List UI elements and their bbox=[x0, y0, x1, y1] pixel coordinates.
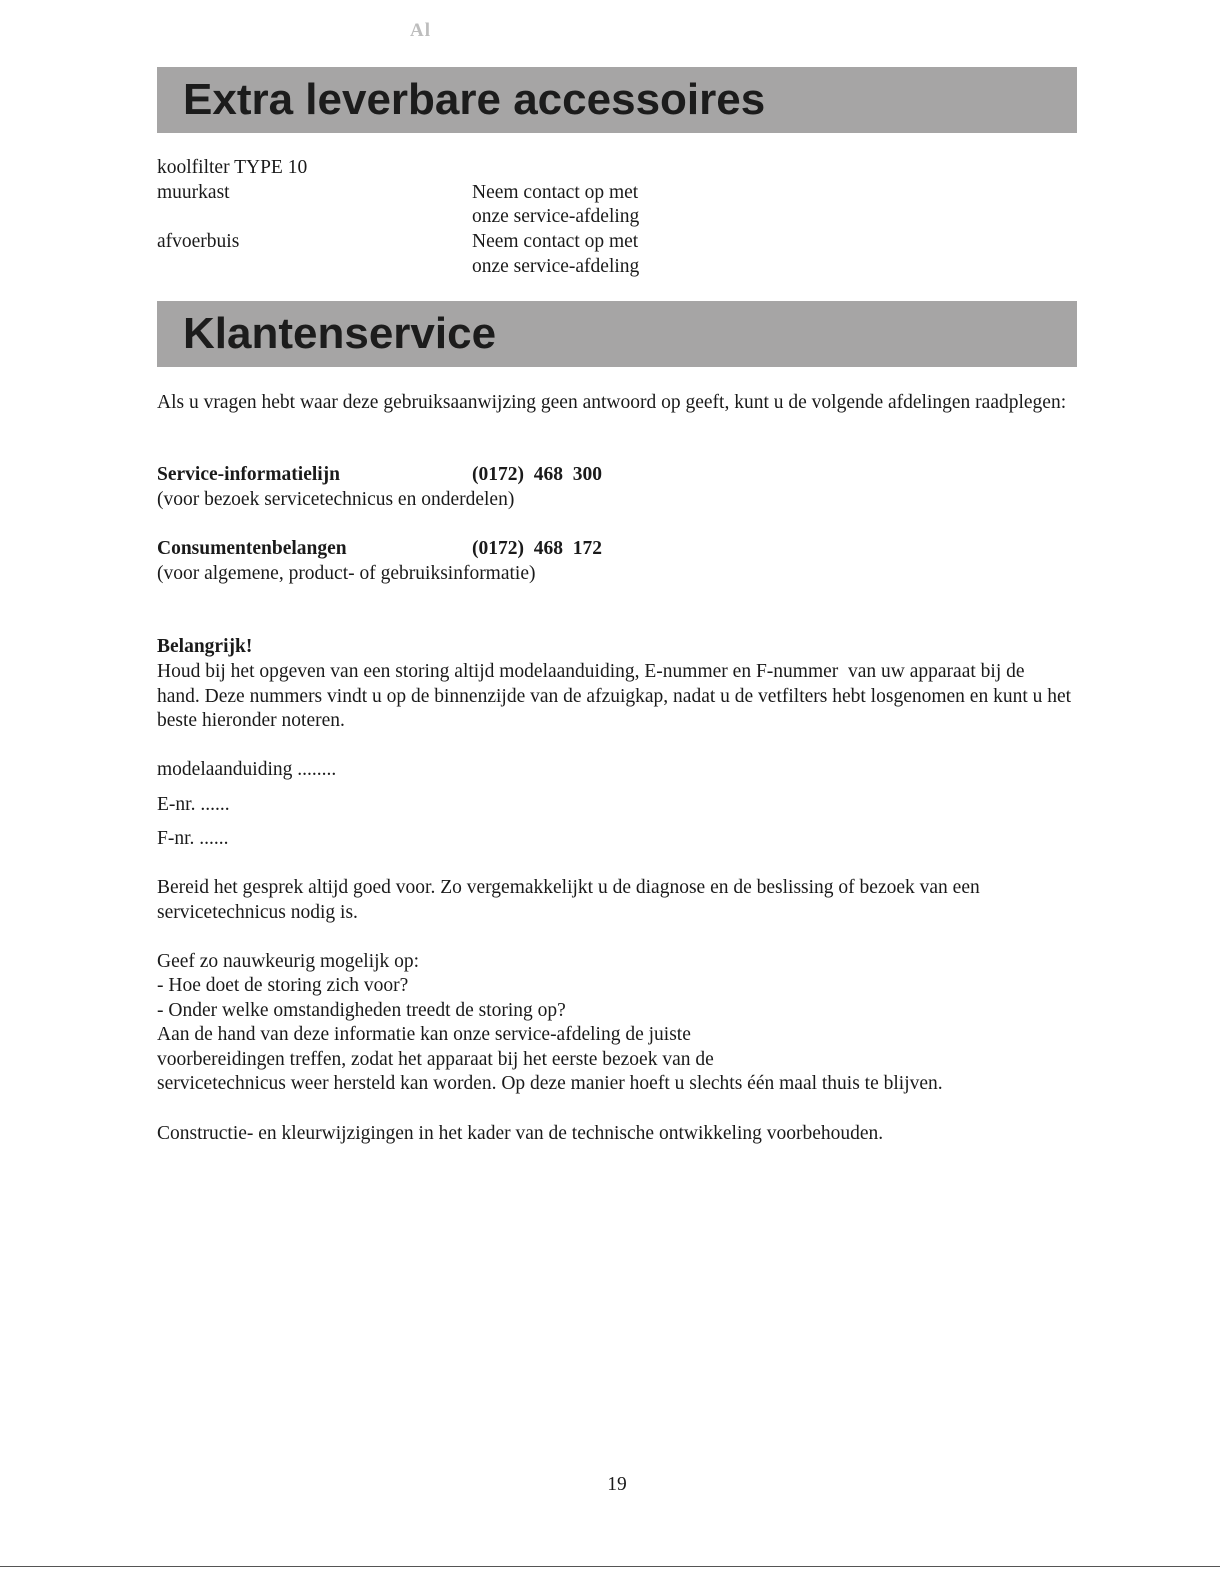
info-line: Aan de hand van deze informatie kan onze service-afdeling de juiste bbox=[157, 1024, 691, 1045]
contact-description: (voor bezoek servicetechnicus en onderdelen) bbox=[157, 489, 515, 510]
e-number-field: E-nr. ...... bbox=[157, 794, 230, 815]
bottom-rule bbox=[0, 1566, 1220, 1567]
accessories-title: Extra leverbare accessoires bbox=[183, 75, 766, 124]
important-heading: Belangrijk! bbox=[157, 636, 253, 657]
service-intro: Als u vragen hebt waar deze gebruiksaanwijzing geen antwoord op geeft, kunt u de volgende afdelingen raadplegen: bbox=[157, 392, 1067, 413]
important-text: Houd bij het opgeven van een storing altijd modelaanduiding, E-nummer en F-nummer van uw apparaat bij de hand. Deze nummers vindt u op de binnenzijde van de afzuigkap, nadat u de vetfilters hebt losgenomen en kunt u het beste hieronder noteren. bbox=[157, 661, 1076, 731]
service-title: Klantenservice bbox=[183, 309, 497, 358]
questions-intro: Geef zo nauwkeurig mogelijk op: bbox=[157, 951, 420, 972]
accessory-item-note: Neem contact op met bbox=[472, 231, 639, 252]
accessory-item-name: afvoerbuis bbox=[157, 231, 240, 252]
accessory-item-name: muurkast bbox=[157, 182, 230, 203]
contact-phone: (0172) 468 300 bbox=[472, 464, 602, 485]
model-field: modelaanduiding ........ bbox=[157, 759, 337, 780]
f-number-field: F-nr. ...... bbox=[157, 828, 229, 849]
question-item: - Onder welke omstandigheden treedt de storing op? bbox=[157, 1000, 566, 1021]
page-number: 19 bbox=[607, 1474, 627, 1495]
contact-label: Service-informatielijn bbox=[157, 464, 341, 485]
question-item: - Hoe doet de storing zich voor? bbox=[157, 975, 409, 996]
accessory-item-note: Neem contact op met bbox=[472, 182, 639, 203]
info-line: voorbereidingen treffen, zodat het apparaat bij het eerste bezoek van de bbox=[157, 1049, 714, 1070]
accessory-item-note: onze service-afdeling bbox=[472, 206, 640, 227]
contact-description: (voor algemene, product- of gebruiksinformatie) bbox=[157, 563, 536, 584]
service-heading-band bbox=[157, 301, 1077, 367]
accessory-item-note: onze service-afdeling bbox=[472, 256, 640, 277]
info-line: servicetechnicus weer hersteld kan worden. Op deze manier hoeft u slechts één maal thuis te blijven. bbox=[157, 1073, 943, 1094]
contact-phone: (0172) 468 172 bbox=[472, 538, 602, 559]
contact-label: Consumentenbelangen bbox=[157, 538, 347, 559]
disclaimer: Constructie- en kleurwijzigingen in het kader van de technische ontwikkeling voorbehouden. bbox=[157, 1123, 884, 1144]
accessory-item-name: koolfilter TYPE 10 bbox=[157, 157, 308, 178]
header-mark: Al bbox=[410, 20, 431, 41]
accessories-heading-band bbox=[157, 67, 1077, 133]
prepare-text: Bereid het gesprek altijd goed voor. Zo vergemakkelijkt u de diagnose en de beslissing of bezoek van een servicetechnicus nodig is. bbox=[157, 877, 980, 923]
